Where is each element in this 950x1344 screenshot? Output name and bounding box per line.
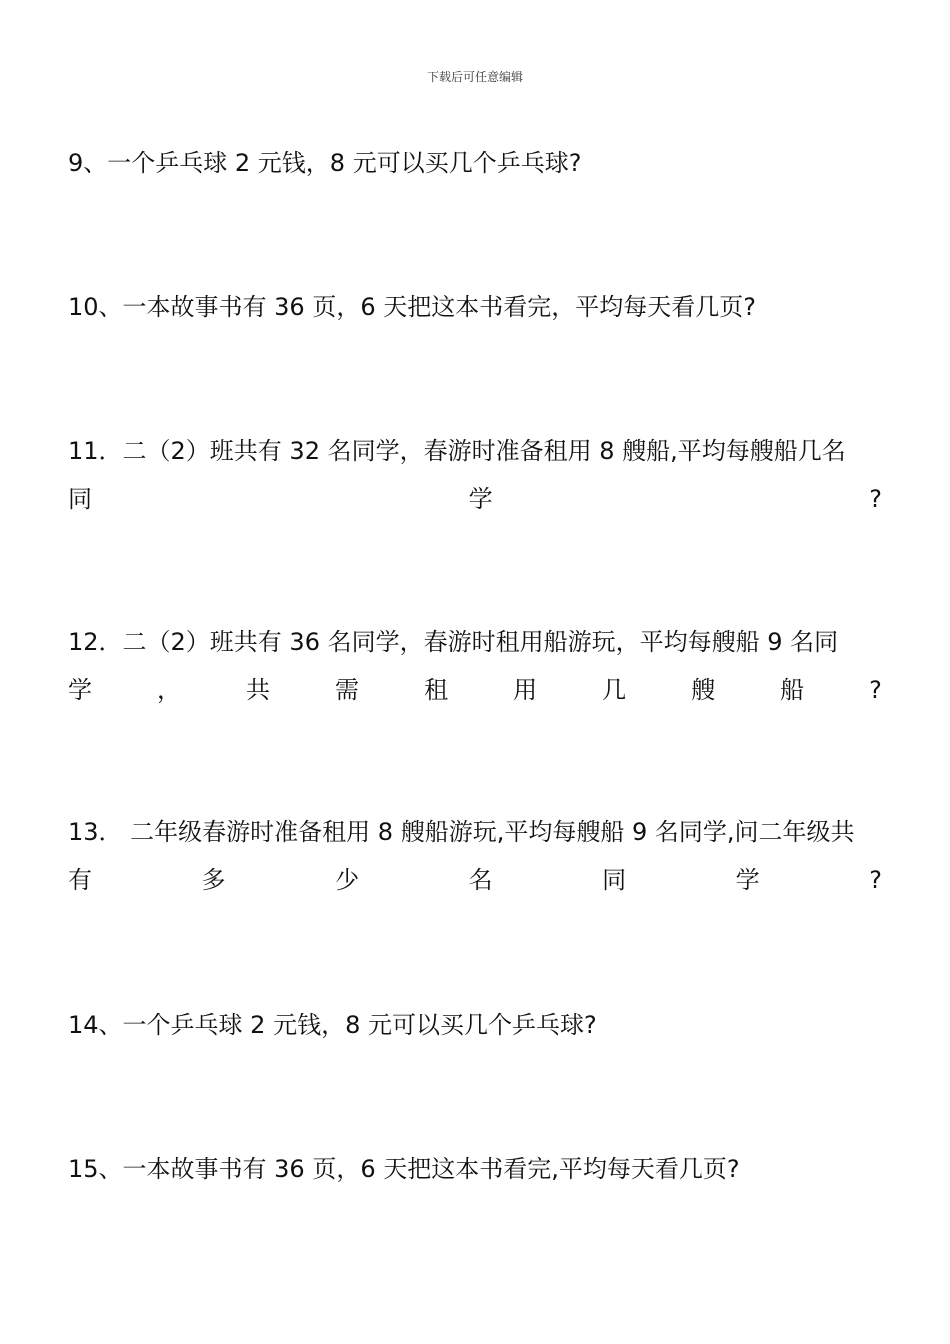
question-13-char: 有 (68, 866, 92, 894)
question-12-char: ? (869, 676, 882, 704)
question-12-char: 学 (68, 676, 92, 704)
question-12-text: 12．二（2）班共有 36 名同学，春游时租用船游玩，平均每艘船 9 名同 (68, 628, 839, 656)
question-13 (68, 808, 882, 904)
question-12-char: 艘 (691, 676, 716, 704)
question-15-text: 15、一本故事书有 36 页，6 天把这本书看完,平均每天看几页? (68, 1155, 740, 1183)
question-12-continuation (68, 666, 882, 714)
question-13-text: 13． 二年级春游时准备租用 8 艘船游玩,平均每艘船 9 名同学,问二年级共 (68, 818, 855, 846)
question-12-char: ， (157, 676, 182, 704)
question-15 (68, 1145, 882, 1193)
question-13-char: 学 (735, 866, 760, 894)
question-9-text: 9、一个乒乓球 2 元钱，8 元可以买几个乒乓球? (68, 149, 582, 177)
question-13-char: 同 (602, 866, 627, 894)
page-header: 下载后可任意编辑 (426, 70, 523, 84)
question-12-char: 船 (780, 676, 805, 704)
question-13-char: ? (869, 866, 882, 894)
question-12-char: 租 (424, 676, 449, 704)
question-14 (68, 1001, 882, 1049)
question-11-continuation (68, 475, 882, 523)
question-11-text: 11．二（2）班共有 32 名同学，春游时准备租用 8 艘船,平均每艘船几名 (68, 437, 846, 465)
question-14-text: 14、一个乒乓球 2 元钱，8 元可以买几个乒乓球? (68, 1011, 597, 1039)
question-9 (68, 139, 882, 187)
question-11 (68, 427, 882, 523)
question-13-continuation (68, 856, 882, 904)
question-10 (68, 283, 882, 331)
question-10-text: 10、一本故事书有 36 页，6 天把这本书看完，平均每天看几页? (68, 293, 756, 321)
question-12 (68, 618, 882, 714)
question-12-char: 几 (602, 676, 627, 704)
question-13-char: 名 (468, 866, 493, 894)
question-11-char: 学 (468, 485, 493, 513)
question-11-char: 同 (68, 485, 92, 513)
question-13-char: 多 (201, 866, 226, 894)
question-13-char: 少 (335, 866, 360, 894)
question-12-char: 需 (335, 676, 360, 704)
question-12-char: 共 (246, 676, 271, 704)
question-11-char: ? (869, 485, 882, 513)
question-12-char: 用 (513, 676, 538, 704)
